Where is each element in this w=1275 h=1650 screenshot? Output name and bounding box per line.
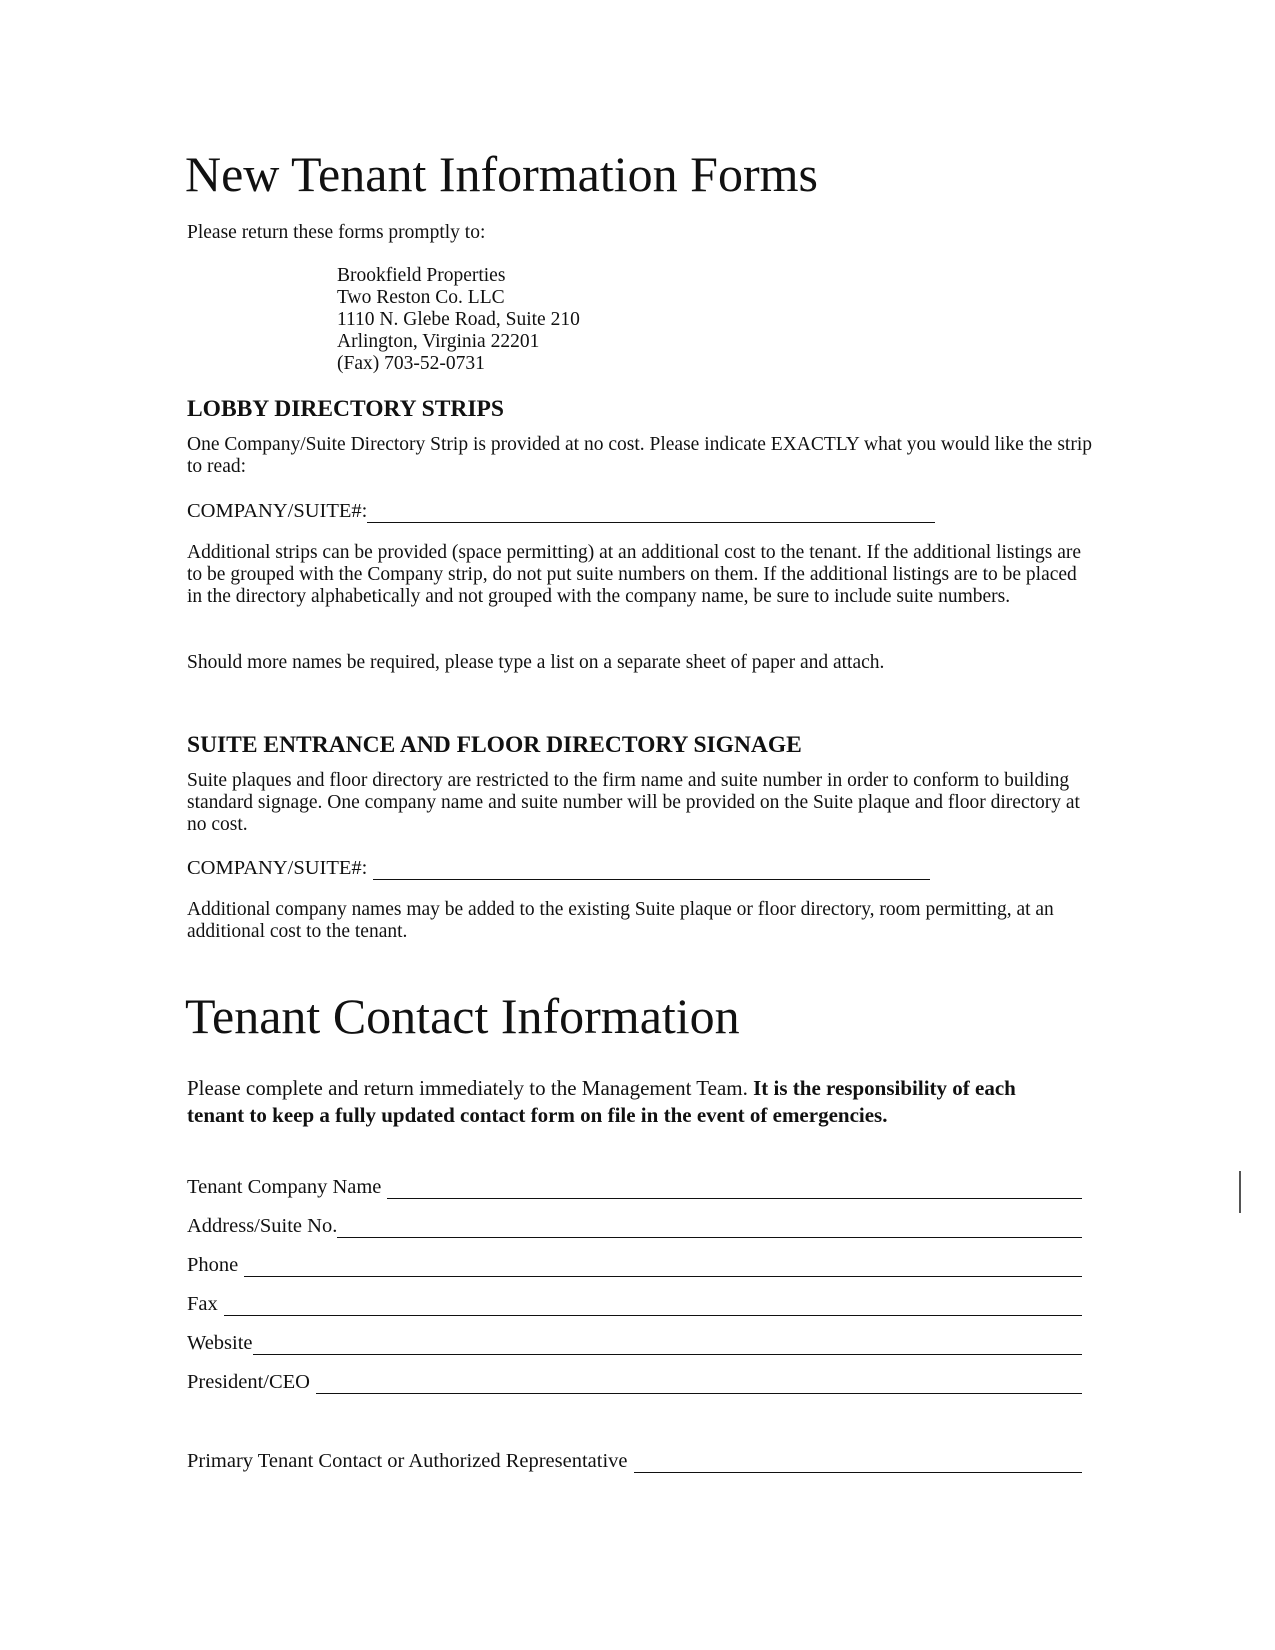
- suite-additional-text: Additional company names may be added to the existing Suite plaque or floor directory, room permitting, at an additional cost to the tenant.: [187, 899, 1054, 942]
- address-line-city: Arlington, Virginia 22201: [337, 331, 540, 352]
- lobby-company-suite-label: COMPANY/SUITE#:: [187, 500, 368, 522]
- tenant-company-name-label: Tenant Company Name: [187, 1176, 382, 1198]
- website-blank[interactable]: [253, 1335, 1082, 1355]
- phone-label: Phone: [187, 1254, 239, 1276]
- lobby-company-suite-blank[interactable]: [367, 503, 935, 523]
- address-suite-label: Address/Suite No.: [187, 1215, 338, 1237]
- return-intro: Please return these forms promptly to:: [187, 222, 486, 243]
- primary-contact-blank[interactable]: [634, 1453, 1082, 1473]
- fax-label: Fax: [187, 1293, 218, 1315]
- lobby-intro: One Company/Suite Directory Strip is provided at no cost. Please indicate EXACTLY what you would like the strip to read:: [187, 434, 1092, 477]
- suite-company-suite-blank[interactable]: [373, 860, 930, 880]
- phone-field[interactable]: [187, 1253, 1082, 1277]
- address-line-llc: Two Reston Co. LLC: [337, 287, 505, 308]
- president-ceo-blank[interactable]: [316, 1374, 1082, 1394]
- tenant-company-name-blank[interactable]: [387, 1179, 1082, 1199]
- address-suite-field[interactable]: [187, 1214, 1082, 1238]
- suite-company-suite-field[interactable]: [187, 856, 930, 880]
- page-title: New Tenant Information Forms: [185, 146, 818, 202]
- suite-company-suite-label: COMPANY/SUITE#:: [187, 857, 368, 879]
- primary-contact-field[interactable]: [187, 1449, 1082, 1473]
- address-line-company: Brookfield Properties: [337, 265, 506, 286]
- address-line-fax: (Fax) 703-52-0731: [337, 353, 485, 374]
- website-field[interactable]: [187, 1331, 1082, 1355]
- address-line-street: 1110 N. Glebe Road, Suite 210: [337, 309, 580, 330]
- contact-heading: Tenant Contact Information: [185, 988, 740, 1044]
- suite-intro: Suite plaques and floor directory are restricted to the firm name and suite number in order to conform to building standard signage. One company name and suite number will be provided on the Suite plaque and floor directory at no cost.: [187, 770, 1080, 835]
- website-label: Website: [187, 1332, 253, 1354]
- lobby-heading: LOBBY DIRECTORY STRIPS: [187, 396, 504, 422]
- contact-intro: [187, 1075, 1067, 1129]
- president-ceo-label: President/CEO: [187, 1371, 310, 1393]
- primary-contact-label: Primary Tenant Contact or Authorized Representative: [187, 1450, 628, 1472]
- tenant-company-name-field[interactable]: [187, 1175, 1082, 1199]
- lobby-company-suite-field[interactable]: [187, 499, 935, 523]
- contact-intro-bold: It is the responsibility of each tenant to keep a fully updated contact form on file in the event of emergencies.: [187, 1076, 1016, 1127]
- fax-blank[interactable]: [224, 1296, 1082, 1316]
- margin-mark: [1239, 1171, 1241, 1213]
- lobby-additional-text: Additional strips can be provided (space permitting) at an additional cost to the tenant. If the additional listings are to be grouped with the Company strip, do not put suite numbers on them. If the additional listings are to be placed in the directory alphabetically and not grouped with the company name, be sure to include suite numbers.: [187, 542, 1082, 607]
- suite-heading: SUITE ENTRANCE AND FLOOR DIRECTORY SIGNAGE: [187, 732, 802, 758]
- phone-blank[interactable]: [244, 1257, 1082, 1277]
- contact-intro-normal: Please complete and return immediately to the Management Team.: [187, 1076, 754, 1100]
- fax-field[interactable]: [187, 1292, 1082, 1316]
- address-suite-blank[interactable]: [337, 1218, 1082, 1238]
- lobby-more-names-text: Should more names be required, please type a list on a separate sheet of paper and attach.: [187, 652, 885, 673]
- president-ceo-field[interactable]: [187, 1370, 1082, 1394]
